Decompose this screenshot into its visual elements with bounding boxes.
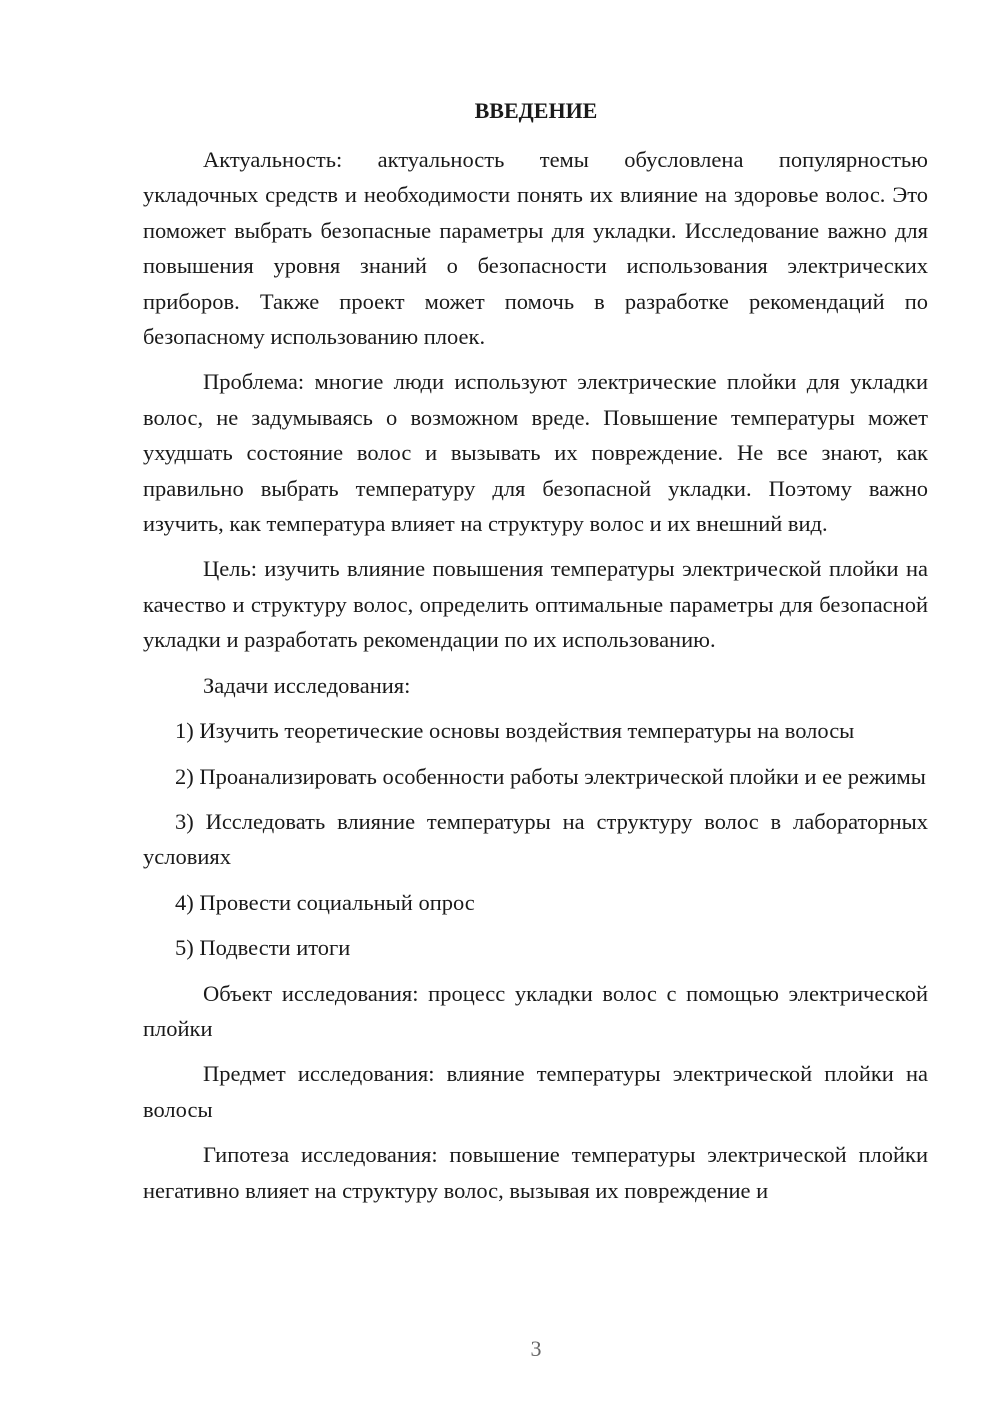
task-item-4: 4) Провести социальный опрос [175,889,475,915]
paragraph-goal: Цель: изучить влияние повышения температуры электрической плойки на качество и структуру волос, определить оптимальные параметры для безопасной укладки и разработать рекомендации по их использованию. [143,556,928,653]
task-item-3: 3) Исследовать влияние температуры на структуру волос в лабораторных условиях [143,808,928,870]
paragraph-problem: Проблема: многие люди используют электрические плойки для укладки волос, не задумываясь о возможном вреде. Повышение температуры может ухудшать состояние волос и вызывать их повреждение. Не все знают, как правильно выбрать температуру для безопасной укладки. Поэтому важно изучить, как температура влияет на структуру волос и их внешний вид. [143,369,928,537]
paragraph-relevance: Актуальность: актуальность темы обусловлена популярностью укладочных средств и необходимости понять их влияние на здоровье волос. Это поможет выбрать безопасные параметры для укладки. Исследование важно для повышения уровня знаний о безопасности использования электрических приборов. Также проект может помочь в разработке рекомендаций по безопасному использованию плоек. [143,147,928,350]
page-number: 3 [530,1336,542,1361]
paragraph-object: Объект исследования: процесс укладки волос с помощью электрической плойки [143,980,928,1041]
page-heading: ВВЕДЕНИЕ [474,98,598,123]
paragraph-subject: Предмет исследования: влияние температуры электрической плойки на волосы [143,1061,928,1122]
document-body [143,142,928,1218]
paragraph-tasks-heading: Задачи исследования: [203,672,411,698]
task-item-2: 2) Проанализировать особенности работы электрической плойки и ее режимы [175,763,926,789]
task-item-5: 5) Подвести итоги [175,935,351,961]
paragraph-hypothesis: Гипотеза исследования: повышение температуры электрической плойки негативно влияет на структуру волос, вызывая их повреждение и [143,1142,928,1203]
task-item-1: 1) Изучить теоретические основы воздействия температуры на волосы [175,718,855,744]
